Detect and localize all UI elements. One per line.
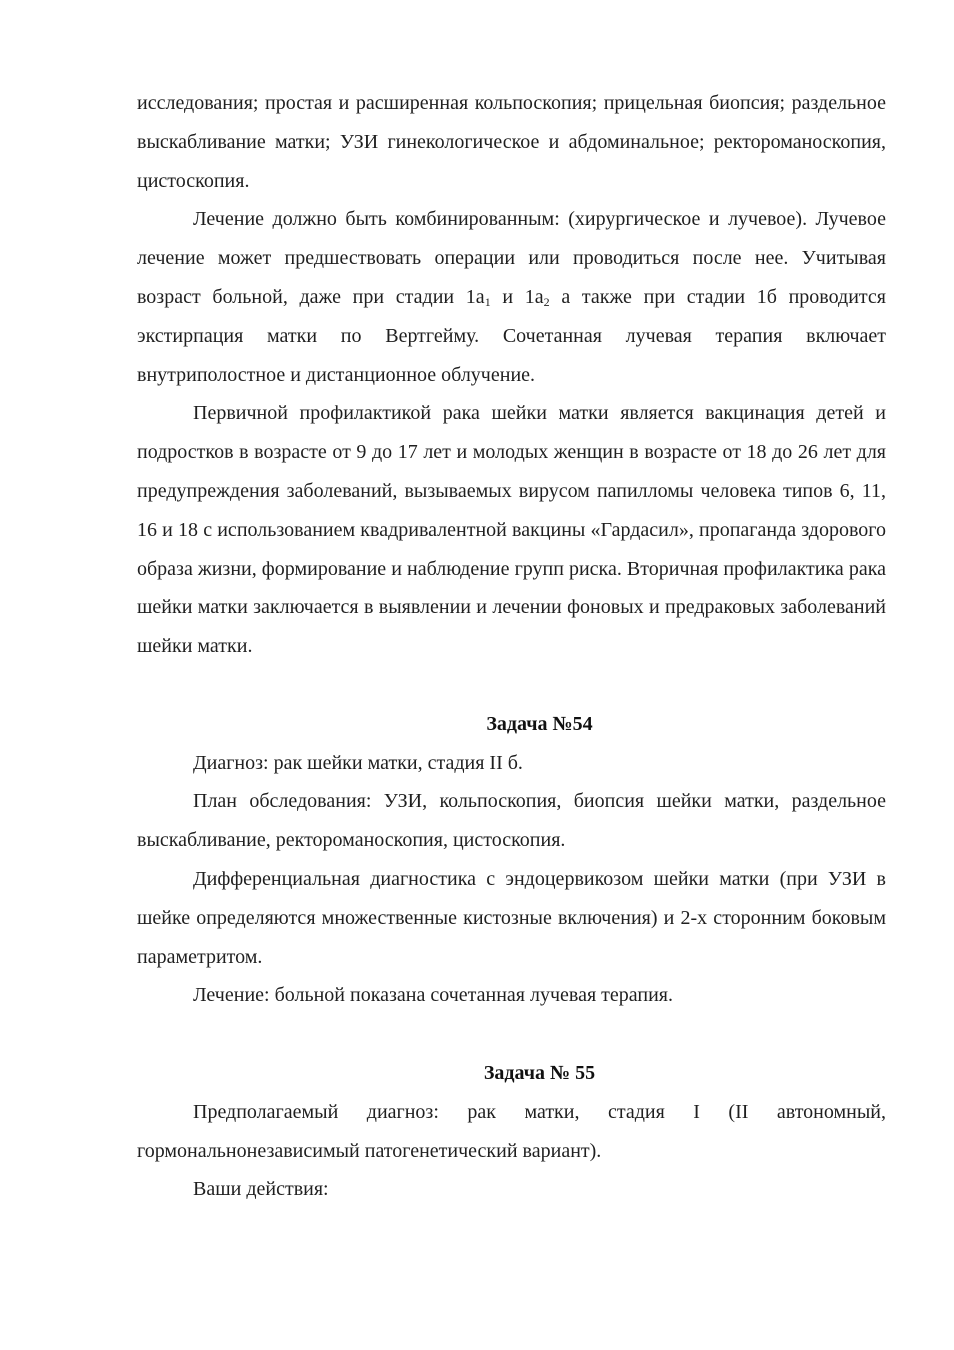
document-page: [137, 84, 886, 1209]
task-54-title: Задача №54: [486, 712, 593, 735]
paragraph-examinations: исследования; простая и расширенная кольпоскопия; прицельная биопсия; раздельное выскабливание матки; УЗИ гинекологическое и абдоминальное; ректороманоскопия, цистоскопия.: [137, 92, 886, 192]
spacer: [137, 1015, 886, 1054]
task-54-treatment: Лечение: больной показана сочетанная лучевая терапия.: [193, 984, 673, 1007]
task-54-plan: План обследования: УЗИ, кольпоскопия, биопсия шейки матки, раздельное выскабливание, ректороманоскопия, цистоскопия.: [137, 790, 886, 852]
treatment-text-3: а также при стадии 1б проводится экстирпация матки по Вертгейму. Сочетанная лучевая терапия включает внутриполостное и дистанционное облучение.: [137, 285, 886, 386]
task-54-differential: Дифференциальная диагностика с эндоцервикозом шейки матки (при УЗИ в шейке определяются множественные кистозные включения) и 2-х сторонним боковым параметритом.: [137, 867, 886, 968]
paragraph-prevention: Первичной профилактикой рака шейки матки является вакцинация детей и подростков в возрасте от 9 до 17 лет и молодых женщин в возрасте от 18 до 26 лет для предупреждения заболеваний, вызываемых вирусом папилломы человека типов 6, 11, 16 и 18 с использованием квадривалентной вакцины «Гардасил», пропаганда здорового образа жизни, формирование и наблюдение групп риска. Вторичная профилактика рака шейки матки заключается в выявлении и лечении фоновых и предраковых заболеваний шейки матки.: [137, 402, 886, 658]
task-55-diagnosis: Предполагаемый диагноз: рак матки, стадия I (II автономный, гормональнонезависимый патогенетический вариант).: [137, 1100, 886, 1162]
task-54-diagnosis: Диагноз: рак шейки матки, стадия II б.: [193, 751, 523, 774]
paragraph-treatment: [137, 200, 886, 394]
treatment-text-1: Лечение должно быть комбинированным: (хирургическое и лучевое). Лучевое лечение может предшествовать операции или проводиться после нее. Учитывая возраст больной, даже при стадии 1а: [137, 208, 886, 308]
treatment-text-2: и 1а: [490, 285, 544, 308]
task-55-title: Задача № 55: [483, 1061, 596, 1084]
task-55-actions: Ваши действия:: [193, 1178, 329, 1201]
stage-subscript-1: 1: [484, 294, 491, 309]
spacer: [137, 666, 886, 705]
stage-subscript-2: 2: [543, 294, 550, 309]
